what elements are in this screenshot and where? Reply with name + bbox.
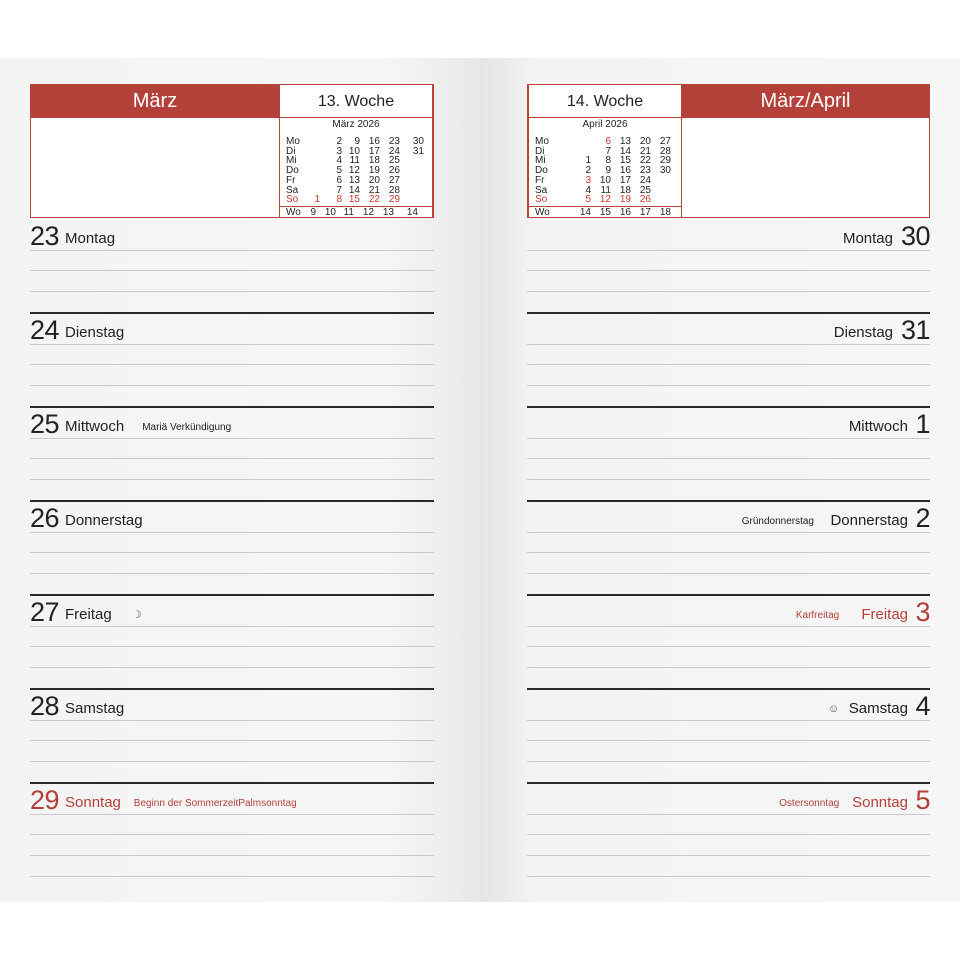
calendar-row-so xyxy=(535,195,675,205)
writing-line xyxy=(527,270,930,271)
day-divider xyxy=(30,782,434,784)
calendar-divider xyxy=(280,206,432,207)
day-number: 2 xyxy=(915,503,930,533)
calendar-day: 24 xyxy=(388,145,400,157)
weekday-name: Mittwoch xyxy=(65,418,125,435)
weekday-label: So xyxy=(286,194,299,206)
calendar-day: 17 xyxy=(368,145,380,157)
week-number: 15 xyxy=(599,206,611,218)
day-entry[interactable] xyxy=(30,312,434,406)
moon-phase-icon: ☽ xyxy=(131,609,142,621)
calendar-day: 21 xyxy=(639,145,651,157)
week-number: 11 xyxy=(343,206,354,218)
calendar-day: 27 xyxy=(388,174,400,186)
writing-line xyxy=(30,458,434,459)
weekday-label: Mo xyxy=(535,136,549,147)
calendar-day: 15 xyxy=(619,155,631,167)
weekday-name: Freitag xyxy=(65,606,112,623)
calendar-day: 12 xyxy=(348,165,360,177)
holiday-note: Karfreitag xyxy=(795,610,840,621)
writing-line xyxy=(30,344,434,345)
day-entry[interactable] xyxy=(527,218,930,312)
writing-line xyxy=(527,438,930,439)
day-number: 29 xyxy=(30,785,60,815)
calendar-day: 15 xyxy=(348,194,360,206)
day-entry[interactable] xyxy=(527,594,930,688)
writing-line xyxy=(30,761,434,762)
day-entry[interactable] xyxy=(30,594,434,688)
week-number: 10 xyxy=(324,206,336,218)
day-divider xyxy=(527,594,930,596)
writing-line xyxy=(30,834,434,835)
day-number: 26 xyxy=(30,503,60,533)
day-divider xyxy=(30,312,434,314)
day-divider xyxy=(30,594,434,596)
weekday-name: Sonntag xyxy=(65,794,121,811)
calendar-day: 4 xyxy=(336,155,342,167)
writing-line xyxy=(30,479,434,480)
weekday-label: Do xyxy=(535,165,548,177)
calendar-day: 4 xyxy=(585,184,591,196)
notes-area xyxy=(682,118,929,217)
left-header xyxy=(30,84,434,218)
calendar-day: 12 xyxy=(599,194,611,206)
calendar-day: 29 xyxy=(659,155,671,167)
writing-line xyxy=(527,720,930,721)
calendar-day: 8 xyxy=(605,155,611,167)
weekday-label: Sa xyxy=(535,184,548,196)
holiday-note: Ostersonntag xyxy=(779,798,840,809)
week-number-label: Wo xyxy=(535,206,550,218)
calendar-day: 25 xyxy=(639,184,651,196)
calendar-day: 23 xyxy=(388,136,400,147)
calendar-day: 2 xyxy=(585,165,591,177)
holiday-note: Gründonnerstag xyxy=(741,516,814,527)
calendar-day: 9 xyxy=(605,165,611,177)
calendar-day: 7 xyxy=(336,184,342,196)
day-entry[interactable] xyxy=(30,782,434,876)
week-label: 14. Woche xyxy=(528,85,682,118)
calendar-day: 24 xyxy=(639,174,651,186)
calendar-day: 5 xyxy=(585,194,591,206)
weekday-name: Sonntag xyxy=(852,794,908,811)
calendar-day: 8 xyxy=(336,194,342,206)
weekday-label: Do xyxy=(286,165,299,177)
week-number: 9 xyxy=(310,206,316,218)
weekday-name: Dienstag xyxy=(65,324,125,341)
writing-line xyxy=(527,646,930,647)
week-label: 13. Woche xyxy=(279,85,433,118)
calendar-day: 10 xyxy=(348,145,360,157)
calendar-week-numbers xyxy=(286,208,426,218)
week-number: 18 xyxy=(659,206,671,218)
writing-line xyxy=(527,740,930,741)
day-divider xyxy=(527,782,930,784)
writing-line xyxy=(527,834,930,835)
writing-line xyxy=(30,720,434,721)
calendar-day: 2 xyxy=(336,136,342,147)
weekday-name: Dienstag xyxy=(833,324,893,341)
weekday-label: Di xyxy=(535,145,545,157)
weekday-name: Samstag xyxy=(65,700,125,717)
week-number: 14 xyxy=(406,206,418,218)
calendar-day: 17 xyxy=(619,174,631,186)
day-number: 5 xyxy=(915,785,930,815)
calendar-day: 11 xyxy=(600,184,611,196)
writing-line xyxy=(527,532,930,533)
mini-calendar-title: April 2026 xyxy=(582,119,628,130)
calendar-day: 16 xyxy=(368,136,380,147)
calendar-day: 29 xyxy=(388,194,400,206)
holiday-note: Beginn der SommerzeitPalmsonntag xyxy=(133,798,297,809)
mini-calendar-title: März 2026 xyxy=(332,119,380,130)
weekday-name: Mittwoch xyxy=(848,418,908,435)
calendar-day: 11 xyxy=(349,155,360,167)
writing-line xyxy=(30,646,434,647)
calendar-day: 19 xyxy=(368,165,380,177)
day-divider xyxy=(30,688,434,690)
weekday-name: Donnerstag xyxy=(65,512,143,529)
day-divider xyxy=(527,500,930,502)
writing-line xyxy=(30,573,434,574)
month-title: März xyxy=(31,85,279,118)
day-number: 24 xyxy=(30,315,60,345)
calendar-day: 10 xyxy=(599,174,611,186)
day-number: 30 xyxy=(900,221,930,251)
calendar-day: 30 xyxy=(659,165,671,177)
writing-line xyxy=(527,761,930,762)
day-entry[interactable] xyxy=(527,312,930,406)
day-entry[interactable] xyxy=(30,500,434,594)
day-entry[interactable] xyxy=(527,500,930,594)
calendar-day: 9 xyxy=(354,136,360,147)
writing-line xyxy=(30,740,434,741)
day-divider xyxy=(30,500,434,502)
weekday-label: Di xyxy=(286,145,296,157)
day-number: 3 xyxy=(915,597,930,627)
writing-line xyxy=(30,855,434,856)
day-divider xyxy=(527,688,930,690)
writing-line xyxy=(30,667,434,668)
weekday-name: Montag xyxy=(842,230,893,247)
day-entry[interactable] xyxy=(527,688,930,782)
weekday-label: Mi xyxy=(535,155,546,167)
calendar-day: 3 xyxy=(585,174,591,186)
day-divider xyxy=(527,406,930,408)
calendar-day: 1 xyxy=(314,194,320,206)
weekday-name: Montag xyxy=(65,230,116,247)
day-number: 1 xyxy=(915,409,930,439)
calendar-week-numbers xyxy=(535,208,675,218)
writing-line xyxy=(527,876,930,877)
day-number: 23 xyxy=(30,221,60,251)
calendar-day: 5 xyxy=(336,165,342,177)
calendar-day: 26 xyxy=(639,194,651,206)
day-number: 4 xyxy=(915,691,930,721)
writing-line xyxy=(527,479,930,480)
calendar-row-so xyxy=(286,195,426,205)
weekday-label: Mi xyxy=(286,155,297,167)
calendar-day: 22 xyxy=(639,155,651,167)
writing-line xyxy=(527,855,930,856)
calendar-day: 20 xyxy=(368,174,380,186)
weekday-label: Fr xyxy=(535,174,545,186)
calendar-day: 20 xyxy=(639,136,651,147)
writing-line xyxy=(527,667,930,668)
day-entry[interactable] xyxy=(527,782,930,876)
calendar-day: 14 xyxy=(619,145,631,157)
writing-line xyxy=(30,438,434,439)
notes-area xyxy=(31,118,279,217)
week-number: 16 xyxy=(619,206,631,218)
week-number: 13 xyxy=(382,206,394,218)
calendar-divider xyxy=(529,206,681,207)
day-number: 25 xyxy=(30,409,60,439)
writing-line xyxy=(527,291,930,292)
day-divider xyxy=(527,312,930,314)
weekday-label: Mo xyxy=(286,136,300,147)
writing-line xyxy=(527,344,930,345)
week-number: 17 xyxy=(639,206,651,218)
writing-line xyxy=(30,552,434,553)
right-header xyxy=(527,84,930,218)
calendar-day: 25 xyxy=(388,155,400,167)
calendar-day: 26 xyxy=(388,165,400,177)
calendar-day: 13 xyxy=(619,136,631,147)
writing-line xyxy=(527,364,930,365)
week-number-label: Wo xyxy=(286,206,301,218)
calendar-day: 18 xyxy=(619,184,631,196)
calendar-day: 1 xyxy=(585,155,591,167)
weekday-name: Donnerstag xyxy=(830,512,908,529)
calendar-day: 21 xyxy=(368,184,380,196)
calendar-day: 3 xyxy=(336,145,342,157)
calendar-day: 14 xyxy=(348,184,360,196)
writing-line xyxy=(527,552,930,553)
weekday-label: Fr xyxy=(286,174,296,186)
calendar-day: 27 xyxy=(659,136,671,147)
calendar-day: 30 xyxy=(412,136,424,147)
calendar-day: 22 xyxy=(368,194,380,206)
calendar-day: 23 xyxy=(639,165,651,177)
writing-line xyxy=(30,250,434,251)
calendar-day: 7 xyxy=(605,145,611,157)
writing-line xyxy=(30,626,434,627)
writing-line xyxy=(527,573,930,574)
week-number: 12 xyxy=(362,206,374,218)
holiday-note: Mariä Verkündigung xyxy=(142,422,232,433)
mini-calendar xyxy=(528,118,682,217)
calendar-day: 13 xyxy=(348,174,360,186)
calendar-day: 19 xyxy=(619,194,631,206)
day-entry[interactable] xyxy=(30,406,434,500)
calendar-day: 16 xyxy=(619,165,631,177)
writing-line xyxy=(527,814,930,815)
weekday-name: Samstag xyxy=(848,700,908,717)
writing-line xyxy=(30,876,434,877)
writing-line xyxy=(527,250,930,251)
day-number: 31 xyxy=(900,315,930,345)
day-number: 28 xyxy=(30,691,60,721)
day-number: 27 xyxy=(30,597,60,627)
weekday-label: Sa xyxy=(286,184,299,196)
calendar-day: 6 xyxy=(336,174,342,186)
weekday-name: Freitag xyxy=(861,606,908,623)
writing-line xyxy=(30,364,434,365)
calendar-day: 28 xyxy=(388,184,400,196)
writing-line xyxy=(30,385,434,386)
calendar-day: 31 xyxy=(412,145,424,157)
calendar-day: 28 xyxy=(659,145,671,157)
day-entry[interactable] xyxy=(30,688,434,782)
day-entry[interactable] xyxy=(30,218,434,312)
day-divider xyxy=(30,406,434,408)
writing-line xyxy=(30,291,434,292)
day-entry[interactable] xyxy=(527,406,930,500)
writing-line xyxy=(527,385,930,386)
writing-line xyxy=(527,626,930,627)
writing-line xyxy=(30,270,434,271)
month-title: März/April xyxy=(682,85,929,118)
calendar-day: 18 xyxy=(368,155,380,167)
writing-line xyxy=(527,458,930,459)
weekday-label: So xyxy=(535,194,548,206)
writing-line xyxy=(30,532,434,533)
week-number: 14 xyxy=(579,206,591,218)
writing-line xyxy=(30,814,434,815)
calendar-day: 6 xyxy=(605,136,611,147)
moon-phase-icon: ☺ xyxy=(827,703,840,715)
mini-calendar xyxy=(279,118,433,217)
